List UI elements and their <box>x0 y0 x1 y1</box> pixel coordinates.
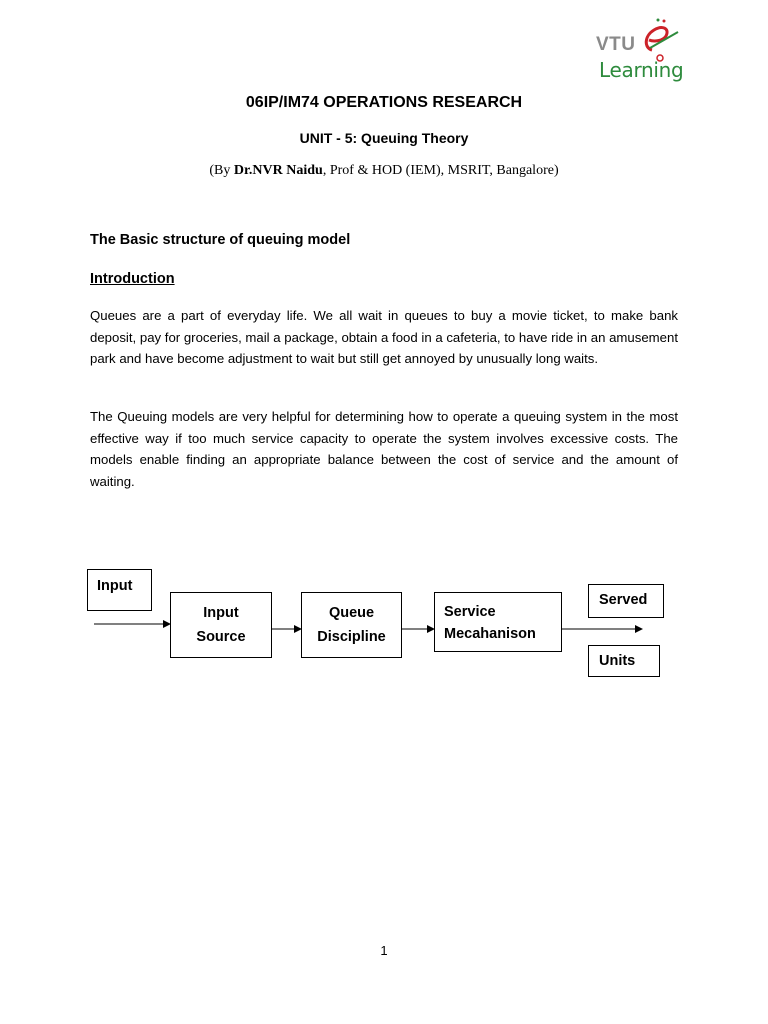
byline-suffix: , Prof & HOD (IEM), MSRIT, Bangalore) <box>322 163 559 178</box>
units-label: Units <box>599 653 636 669</box>
queue-discipline-box <box>301 592 402 658</box>
service-mechanism-box <box>434 592 562 652</box>
logo-vtu-text: VTU <box>596 34 636 55</box>
input-source-line-2: Source <box>196 629 246 645</box>
page-number: 1 <box>380 943 388 958</box>
intro-paragraph-1: Queues are a part of everyday life. We all wait in queues to buy a movie ticket, to make bank deposit, pay for groceries, mail a package, obtain a food in a cafeteria, to have ride in an amusement park and have become adjustment to wait but still get annoyed by unusually long waits. <box>90 308 678 367</box>
byline <box>0 163 768 179</box>
queue-discipline-line-1: Queue <box>328 605 375 621</box>
units-box <box>588 645 660 677</box>
intro-paragraph-2: The Queuing models are very helpful for determining how to operate a queuing system in the most effective way if too much service capacity to operate the system involves excessive costs. The models enable finding an appropriate balance between the cost of service and the amount of waiting. <box>90 409 678 490</box>
logo-e-icon <box>640 18 684 62</box>
course-title: 06IP/IM74 OPERATIONS RESEARCH <box>245 94 523 111</box>
input-box <box>87 569 152 611</box>
vtu-elearning-logo <box>594 18 694 84</box>
served-box <box>588 584 664 618</box>
byline-prefix: (By <box>209 163 234 178</box>
input-source-box <box>170 592 272 658</box>
introduction-heading: Introduction <box>90 271 175 287</box>
logo-learning-text: Learning <box>599 58 684 82</box>
input-source-line-1: Input <box>203 605 239 621</box>
service-mechanism-line-1: Service <box>444 604 496 620</box>
unit-title: UNIT - 5: Queuing Theory <box>299 130 469 146</box>
input-label: Input <box>97 578 133 594</box>
byline-author: Dr.NVR Naidu <box>233 163 323 178</box>
queuing-structure-diagram <box>0 560 768 700</box>
queue-discipline-line-2: Discipline <box>317 629 386 645</box>
served-label: Served <box>599 592 648 608</box>
service-mechanism-line-2: Mecahanison <box>444 626 536 642</box>
section-title: The Basic structure of queuing model <box>90 232 351 248</box>
